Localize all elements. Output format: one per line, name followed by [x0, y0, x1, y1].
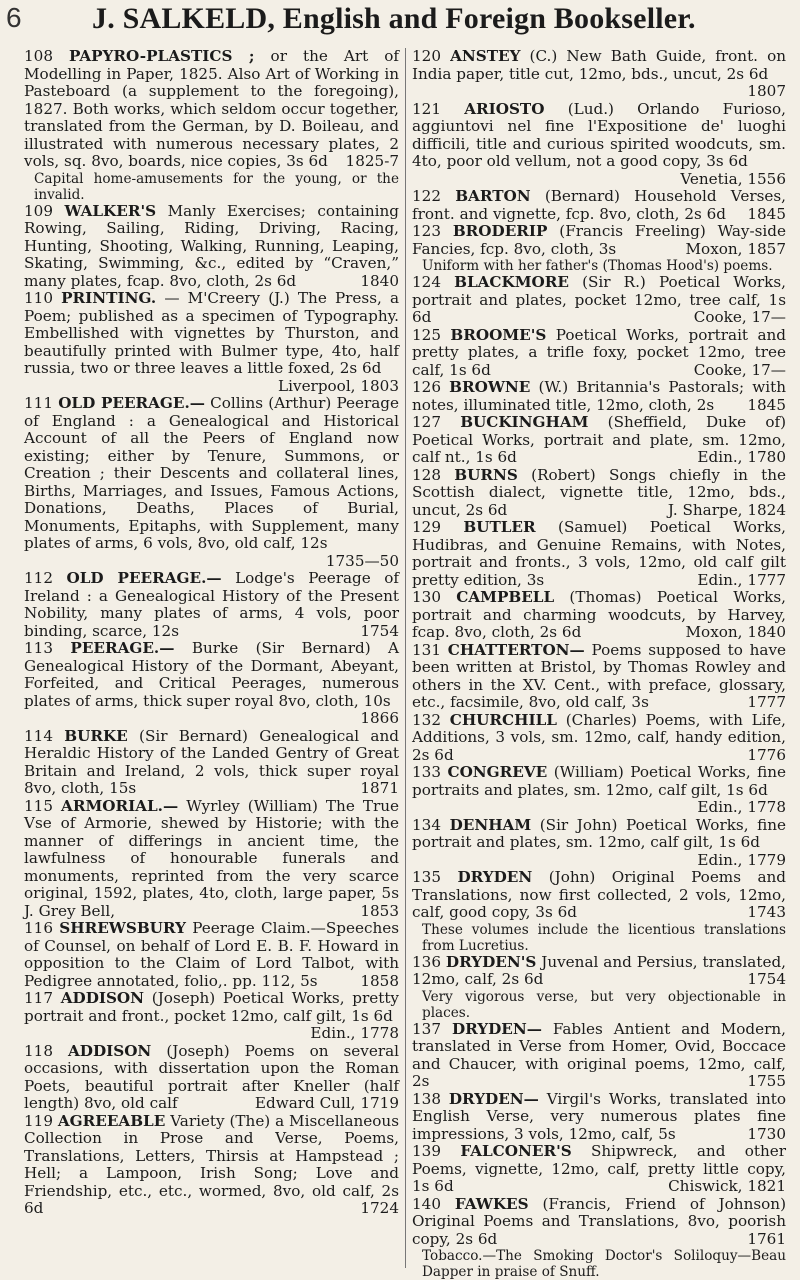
entry-title: BLACKMORE: [454, 273, 569, 291]
entry-description: (Sheffield, Duke of) Poetical Works, portrait and plate, sm. 12mo, calf nt., 1s 6d: [412, 413, 786, 466]
entry-title: BURKE: [64, 727, 127, 745]
entry-description: (Joseph) Poems on several occasions, with dissertation upon the Roman Poets, beautiful portrait after Kneller (half length) 8vo, old calf: [24, 1042, 399, 1113]
page-header: [0, 0, 800, 46]
entry-number: 127: [412, 413, 441, 431]
entry-title: PEERAGE.—: [70, 639, 174, 657]
entry-date: 1755: [747, 1073, 786, 1091]
entry-number: 139: [412, 1142, 441, 1160]
entry-description: (Sir John) Poetical Works, fine portrait and plates, sm. 12mo, calf gilt, 1s 6d: [412, 816, 786, 852]
entry-title: BARTON: [455, 187, 530, 205]
entry-date: 1825-7: [346, 153, 399, 171]
entry-title: BUCKINGHAM: [460, 413, 588, 431]
entry-number: 121: [412, 100, 441, 118]
entry-title: FAWKES: [455, 1195, 529, 1213]
entry-date: 1743: [747, 904, 786, 922]
entry-number: 126: [412, 378, 441, 396]
catalogue-entry: [412, 414, 786, 467]
entry-title: BRODERIP: [453, 222, 548, 240]
catalogue-entry: [412, 1143, 786, 1196]
entry-description: Manly Exercises; containing Rowing, Sailing, Riding, Driving, Racing, Hunting, Shooting, Walking, Running, Leaping, Skating, Swimming, &c., edited by “Craven,” many plates, fcap. 8vo, cloth, 2s 6d: [24, 202, 399, 290]
entry-date: 1871: [360, 780, 399, 798]
entry-description: — M'Creery (J.) The Press, a Poem; published as a specimen of Typography. Embellished with vignettes by Thurston, and beautifully printed with Bulmer type, 4to, half russia, two or three leaves a little foxed, 2s 6d: [24, 289, 399, 377]
entry-description: (Francis Freeling) Way-side Fancies, fcp. 8vo, cloth, 3s: [412, 222, 786, 258]
entry-number: 129: [412, 518, 441, 536]
entry-description: (Francis, Friend of Johnson) Original Poems and Translations, 8vo, poorish copy, 2s 6d: [412, 1195, 786, 1248]
entry-title: DRYDEN—: [452, 1020, 542, 1038]
entry-title: BURNS: [454, 466, 518, 484]
entry-description: Poems supposed to have been written at Bristol, by Thomas Rowley and others in the XV. Cent., with preface, glossary, etc., facsimile, 8vo, old calf, 3s: [412, 641, 786, 712]
entry-number: 113: [24, 639, 53, 657]
catalogue-entry: [24, 728, 399, 798]
entry-title: ANSTEY: [450, 47, 520, 65]
entry-date: Cooke, 17—: [694, 309, 786, 327]
entry-description: Burke (Sir Bernard) A Genealogical History of the Dormant, Abeyant, Forfeited, and Critical Peerages, numerous plates of arms, thick super royal 8vo, cloth, 10s: [24, 639, 399, 710]
catalogue-entry: [412, 589, 786, 642]
entry-title: CONGREVE: [447, 763, 547, 781]
entry-date: Edin., 1779: [697, 852, 786, 870]
entry-number: 138: [412, 1090, 441, 1108]
entry-date: J. Sharpe, 1824: [668, 502, 786, 520]
catalogue-entry: [412, 1196, 786, 1280]
entry-number: 132: [412, 711, 441, 729]
catalogue-entry: [412, 274, 786, 327]
entry-title: SHREWSBURY: [59, 919, 186, 937]
entry-date: Moxon, 1840: [686, 624, 787, 642]
catalogue-entry: [412, 954, 786, 1021]
entry-date: Cooke, 17—: [694, 362, 786, 380]
entry-description: Peerage Claim.—Speeches of Counsel, on behalf of Lord E. B. F. Howard in opposition to the Claim of Lord Talbot, with Pedigree annotated, folio,. pp. 112, 5s: [24, 919, 399, 990]
entry-title: DRYDEN—: [449, 1090, 539, 1108]
entry-date: Chiswick, 1821: [668, 1178, 786, 1196]
catalogue-columns: [22, 48, 792, 1268]
entry-number: 110: [24, 289, 53, 307]
entry-description: (Sir Bernard) Genealogical and Heraldic History of the Landed Gentry of Great Britain and Ireland, 2 vols, thick super royal 8vo, cloth, 15s: [24, 727, 399, 798]
entry-title: CAMPBELL: [456, 588, 554, 606]
entry-title: BROOME'S: [450, 326, 546, 344]
catalogue-entry: [412, 467, 786, 520]
entry-date: 1845: [747, 206, 786, 224]
catalogue-entry: [24, 290, 399, 395]
entry-date: 1840: [360, 273, 399, 291]
entry-number: 140: [412, 1195, 441, 1213]
entry-note: Capital home-amusements for the young, or the invalid.: [24, 171, 399, 203]
catalogue-entry: [24, 640, 399, 728]
catalogue-entry: [24, 920, 399, 990]
entry-title: DRYDEN'S: [446, 953, 536, 971]
entry-number: 120: [412, 47, 441, 65]
entry-description: Lodge's Peerage of Ireland : a Genealogical History of the Present Nobility, many plates of arms, 4 vols, poor binding, scarce, 12s: [24, 569, 399, 640]
entry-note: Uniform with her father's (Thomas Hood's) poems.: [412, 258, 786, 274]
entry-description: (Joseph) Poetical Works, pretty portrait and front., pocket 12mo, calf gilt, 1s 6d: [24, 989, 399, 1025]
entry-note: Very vigorous verse, but very objectionable in places.: [412, 989, 786, 1021]
entry-number: 123: [412, 222, 441, 240]
entry-number: 133: [412, 763, 441, 781]
entry-date: Venetia, 1556: [680, 171, 786, 189]
entry-date: 1724: [360, 1200, 399, 1218]
entry-title: PRINTING.: [61, 289, 156, 307]
entry-description: (John) Original Poems and Translations, now first collected, 2 vols, 12mo, calf, good copy, 3s 6d: [412, 868, 786, 921]
entry-description: (Lud.) Orlando Furioso, aggiuntovi nel fine l'Expositione de' luoghi difficili, title and curious spirited woodcuts, sm. 4to, poor old vellum, not a good copy, 3s 6d: [412, 100, 786, 171]
entry-description: Collins (Arthur) Peerage of England : a Genealogical and Historical Account of all the Peers of England now existing; either by Tenure, Summons, or Creation ; their Descents and collateral lines, Births, Marriages, and Issues, Famous Actions, Donations, Deaths, Places of Burial, Monuments, Epitaphs, with Supplement, many plates of arms, 6 vols, 8vo, old calf, 12s: [24, 394, 399, 552]
catalogue-entry: [412, 519, 786, 589]
entry-date: 1866: [360, 710, 399, 728]
entry-date: 1735—50: [326, 553, 399, 571]
catalogue-entry: [24, 990, 399, 1043]
entry-date: 1761: [747, 1231, 786, 1249]
entry-note: Tobacco.—The Smoking Doctor's Soliloquy—Beau Dapper in praise of Snuff.: [412, 1248, 786, 1280]
entry-date: Edin., 1778: [310, 1025, 399, 1043]
entry-description: Poetical Works, portrait and pretty plates, a trifle foxy, pocket 12mo, tree calf, 1s 6d: [412, 326, 786, 379]
entry-number: 112: [24, 569, 53, 587]
entry-description: (Robert) Songs chiefly in the Scottish dialect, vignette title, 12mo, bds., uncut, 2s 6d: [412, 466, 786, 519]
entry-number: 108: [24, 47, 53, 65]
catalogue-entry: [24, 570, 399, 640]
entry-number: 124: [412, 273, 441, 291]
catalogue-entry: [24, 395, 399, 570]
entry-date: Edin., 1777: [697, 572, 786, 590]
entry-description: (C.) New Bath Guide, front. on India paper, title cut, 12mo, bds., uncut, 2s 6d: [412, 47, 786, 83]
entry-title: ADDISON: [68, 1042, 151, 1060]
entry-title: PAPYRO-PLASTICS ;: [69, 47, 254, 65]
entry-title: FALCONER'S: [460, 1142, 571, 1160]
entry-date: Liverpool, 1803: [278, 378, 399, 396]
catalogue-entry: [412, 764, 786, 817]
entry-date: 1730: [747, 1126, 786, 1144]
entry-date: 1776: [747, 747, 786, 765]
entry-date: 1845: [747, 397, 786, 415]
entry-description: (William) Poetical Works, fine portraits and plates, sm. 12mo, calf gilt, 1s 6d: [412, 763, 786, 799]
catalogue-entry: [412, 1091, 786, 1144]
entry-description: Fables Antient and Modern, translated in Verse from Homer, Ovid, Boccace and Chaucer, with original poems, 12mo, calf, 2s: [412, 1020, 786, 1091]
entry-title: DENHAM: [450, 816, 532, 834]
entry-description: Shipwreck, and other Poems, vignette, 12mo, calf, pretty little copy, 1s 6d: [412, 1142, 786, 1195]
entry-description: (Thomas) Poetical Works, portrait and charming woodcuts, by Harvey, fcap. 8vo, cloth, 2s 6d: [412, 588, 786, 641]
catalogue-entry: [412, 869, 786, 954]
entry-note: These volumes include the licentious translations from Lucretius.: [412, 922, 786, 954]
entry-date: Moxon, 1857: [686, 241, 787, 259]
catalogue-entry: [412, 642, 786, 712]
entry-number: 131: [412, 641, 441, 659]
entry-date: 1777: [747, 694, 786, 712]
entry-number: 114: [24, 727, 53, 745]
entry-description: (Bernard) Household Verses, front. and vignette, fcp. 8vo, cloth, 2s 6d: [412, 187, 786, 223]
entry-description: Wyrley (William) The True Vse of Armorie, shewed by Historie; with the manner of differings in ancient time, the lawfulness of honourable funerals and monuments, reprinted from the very scarce original, 1592, plates, 4to, cloth, large paper, 5s J. Grey Bell,: [24, 797, 399, 920]
running-head: J. SALKELD, English and Foreign Bookseller.: [92, 2, 792, 36]
entry-number: 109: [24, 202, 53, 220]
entry-title: ARMORIAL.—: [61, 797, 178, 815]
entry-number: 125: [412, 326, 441, 344]
entry-title: WALKER'S: [65, 202, 157, 220]
catalogue-entry: [412, 379, 786, 414]
entry-number: 117: [24, 989, 53, 1007]
entry-date: 1858: [360, 973, 399, 991]
entry-date: 1754: [747, 971, 786, 989]
entry-date: Edin., 1778: [697, 799, 786, 817]
entry-title: CHATTERTON—: [448, 641, 585, 659]
entry-title: AGREEABLE: [58, 1112, 165, 1130]
catalogue-entry: [412, 712, 786, 765]
entry-description: (Charles) Poems, with Life, Additions, 3 vols, sm. 12mo, calf, handy edition, 2s 6d: [412, 711, 786, 764]
entry-description: (W.) Britannia's Pastorals; with notes, illuminated title, 12mo, cloth, 2s: [412, 378, 786, 414]
entry-number: 111: [24, 394, 53, 412]
entry-number: 137: [412, 1020, 441, 1038]
entry-number: 118: [24, 1042, 53, 1060]
catalogue-entry: [24, 48, 399, 203]
catalogue-entry: [24, 798, 399, 921]
catalogue-entry: [412, 1021, 786, 1091]
catalogue-entry: [24, 1113, 399, 1218]
entry-number: 128: [412, 466, 441, 484]
entry-title: CHURCHILL: [450, 711, 557, 729]
left-column: [22, 48, 405, 1268]
catalogue-entry: [24, 1043, 399, 1113]
catalogue-entry: [412, 48, 786, 101]
entry-number: 130: [412, 588, 441, 606]
catalogue-entry: [412, 327, 786, 380]
entry-title: ARIOSTO: [464, 100, 544, 118]
entry-date: 1853: [360, 903, 399, 921]
catalogue-entry: [412, 817, 786, 870]
entry-number: 115: [24, 797, 53, 815]
entry-description: Variety (The) a Miscellaneous Collection in Prose and Verse, Poems, Translations, Letters, Thirsis at Hampstead ; Hell; a Lampoon, Irish Song; Love and Friendship, etc., etc., wormed, 8vo, old calf, 2s 6d: [24, 1112, 399, 1218]
entry-title: BROWNE: [449, 378, 530, 396]
page-number: 6: [6, 2, 22, 34]
entry-description: (Sir R.) Poetical Works, portrait and plates, pocket 12mo, tree calf, 1s 6d: [412, 273, 786, 326]
entry-title: OLD PEERAGE.—: [58, 394, 205, 412]
entry-title: BUTLER: [463, 518, 535, 536]
entry-title: OLD PEERAGE.—: [67, 569, 222, 587]
entry-title: DRYDEN: [457, 868, 532, 886]
entry-date: Edward Cull, 1719: [255, 1095, 399, 1113]
entry-description: (Samuel) Poetical Works, Hudibras, and Genuine Remains, with Notes, portrait and fronts., 3 vols, 12mo, old calf gilt pretty edition, 3s: [412, 518, 786, 589]
entry-description: Virgil's Works, translated into English Verse, very numerous plates fine impressions, 3 vols, 12mo, calf, 5s: [412, 1090, 786, 1143]
catalogue-entry: [24, 203, 399, 291]
entry-title: ADDISON: [61, 989, 144, 1007]
entry-description: Juvenal and Persius, translated, 12mo, calf, 2s 6d: [412, 953, 786, 989]
entry-number: 119: [24, 1112, 53, 1130]
entry-number: 135: [412, 868, 441, 886]
entry-number: 116: [24, 919, 53, 937]
entry-number: 122: [412, 187, 441, 205]
catalogue-entry: [412, 188, 786, 223]
entry-date: 1807: [747, 83, 786, 101]
catalogue-entry: [412, 101, 786, 189]
entry-date: Edin., 1780: [697, 449, 786, 467]
right-column: [405, 48, 792, 1268]
entry-date: 1754: [360, 623, 399, 641]
catalogue-entry: [412, 223, 786, 274]
entry-number: 136: [412, 953, 441, 971]
entry-description: or the Art of Modelling in Paper, 1825. Also Art of Working in Pasteboard (a supplement to the foregoing), 1827. Both works, which seldom occur together, translated from the German, by D. Boileau, and illustrated with numerous necessary plates, 2 vols, sq. 8vo, boards, nice copies, 3s 6d: [24, 47, 399, 170]
entry-number: 134: [412, 816, 441, 834]
